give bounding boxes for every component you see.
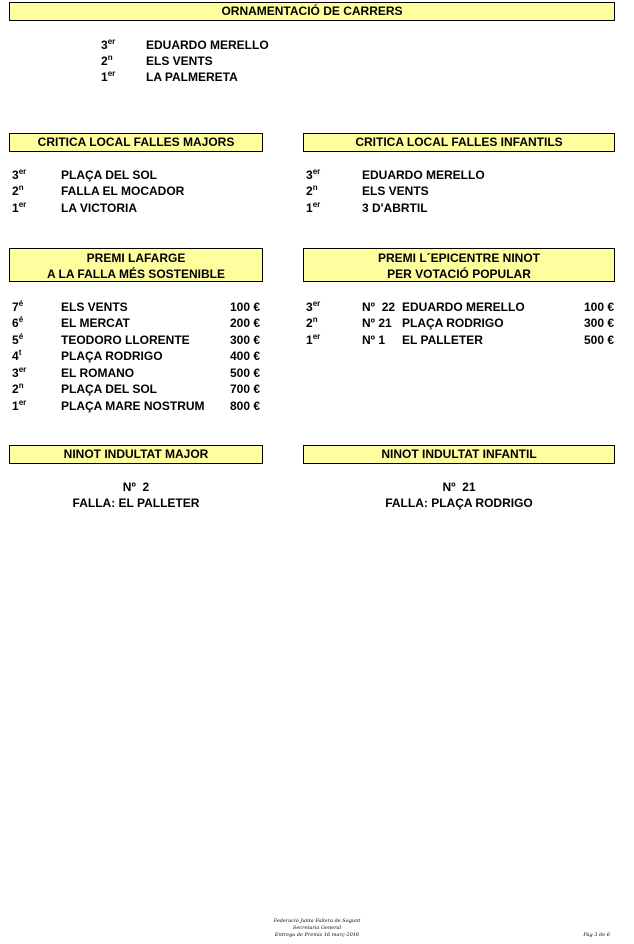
critica-infantils-header: CRITICA LOCAL FALLES INFANTILS [303,133,615,152]
prize-amount: 100 € [583,300,614,314]
lafarge-title-line2: A LA FALLA MÉS SOSTENIBLE [46,267,225,281]
falla-name: PLAÇA DEL SOL [61,382,158,396]
rank: $7^é$ [12,299,24,314]
ornament-row [101,37,301,53]
footer-line3: Entrega de Premis 16 març-2018 [274,932,360,938]
prize-amount: 300 € [229,333,260,347]
falla-name: EDUARDO MERELLO [402,300,525,314]
lafarge-row [12,299,262,315]
critica-infantils-row [306,183,606,199]
critica-infantils-row [306,167,606,183]
rank: 3er [306,299,321,314]
indultat-infantil-falla: FALLA: PLAÇA RODRIGO [385,496,533,510]
prize-amount: 200 € [229,316,260,330]
epicentre-row [306,299,614,315]
indultat-major-header: NINOT INDULTAT MAJOR [9,445,263,464]
rank: 2$^n$ [306,183,318,198]
prize-amount: 800 € [229,399,260,413]
critica-majors-header: CRITICA LOCAL FALLES MAJORS [9,133,263,152]
rank: 2$^n$ [306,315,318,330]
indultat-infantil-header: NINOT INDULTAT INFANTIL [303,445,615,464]
falla-name: LA PALMERETA [146,70,238,84]
prize-amount: 100 € [229,300,260,314]
rank: 3er [12,167,27,182]
rank: 3er [12,365,27,380]
critica-majors-row [12,200,262,216]
epicentre-row [306,332,614,348]
falla-name: TEODORO LLORENTE [61,333,190,347]
lafarge-row [12,332,262,348]
falla-name: PLAÇA MARE NOSTRUM [61,399,205,413]
epicentre-title-line1: PREMI L´EPICENTRE NINOT [377,251,540,265]
critica-majors-row [12,167,262,183]
ninot-number: Nº 21 [362,316,392,330]
rank: $6^é$ [12,315,24,330]
lafarge-header [9,248,263,282]
rank: 2$^n$ [12,381,24,396]
ornament-header: ORNAMENTACIÓ DE CARRERS [9,2,615,21]
indultat-major-number: Nº 2 [122,480,150,494]
falla-name: PLAÇA RODRIGO [61,349,163,363]
prize-amount: 300 € [583,316,614,330]
epicentre-row [306,315,614,331]
rank: 1er [101,69,116,84]
falla-name: 3 D'ABRTIL [362,201,428,215]
rank: 1er [12,200,27,215]
ninot-number: Nº 1 [362,333,386,347]
epicentre-header [303,248,615,282]
falla-name: ELS VENTS [146,54,213,68]
prize-amount: 500 € [583,333,614,347]
critica-infantils-row [306,200,606,216]
rank: 2$^n$ [12,183,24,198]
lafarge-row [12,365,262,381]
lafarge-row [12,381,262,397]
falla-name: EDUARDO MERELLO [146,38,269,52]
rank: 3er [306,167,321,182]
falla-name: LA VICTORIA [61,201,138,215]
falla-name: PLAÇA DEL SOL [61,168,158,182]
falla-name: PLAÇA RODRIGO [402,316,504,330]
falla-name: ELS VENTS [61,300,128,314]
rank: 1er [12,398,27,413]
rank: 4$^t$ [12,348,22,363]
falla-name: EL MERCAT [61,316,130,330]
rank: 2$^n$ [101,53,113,68]
lafarge-row [12,398,262,414]
falla-name: EL PALLETER [402,333,483,347]
ornament-row [101,69,301,85]
critica-majors-row [12,183,262,199]
lafarge-row [12,315,262,331]
footer-line2: Secretaria General [292,925,342,931]
falla-name: EDUARDO MERELLO [362,168,485,182]
falla-name: FALLA EL MOCADOR [61,184,185,198]
prize-amount: 500 € [229,366,260,380]
footer-line1: Federació Junta Fallera de Sagunt [273,918,361,924]
prize-amount: 700 € [229,382,260,396]
epicentre-title-line2: PER VOTACIÓ POPULAR [387,267,531,281]
indultat-major-falla: FALLA: EL PALLETER [72,496,200,510]
page-number: Pàg 3 de 6 [583,932,610,938]
rank: 1er [306,200,321,215]
rank: 1er [306,332,321,347]
footer [0,918,634,939]
ornament-row [101,53,301,69]
ninot-number: Nº 22 [362,300,396,314]
rank: 3er [101,37,116,52]
lafarge-row [12,348,262,364]
prize-amount: 400 € [229,349,260,363]
falla-name: ELS VENTS [362,184,429,198]
lafarge-title-line1: PREMI LAFARGE [86,251,186,265]
indultat-infantil-number: Nº 21 [442,480,476,494]
rank: $5^é$ [12,332,24,347]
falla-name: EL ROMANO [61,366,135,380]
